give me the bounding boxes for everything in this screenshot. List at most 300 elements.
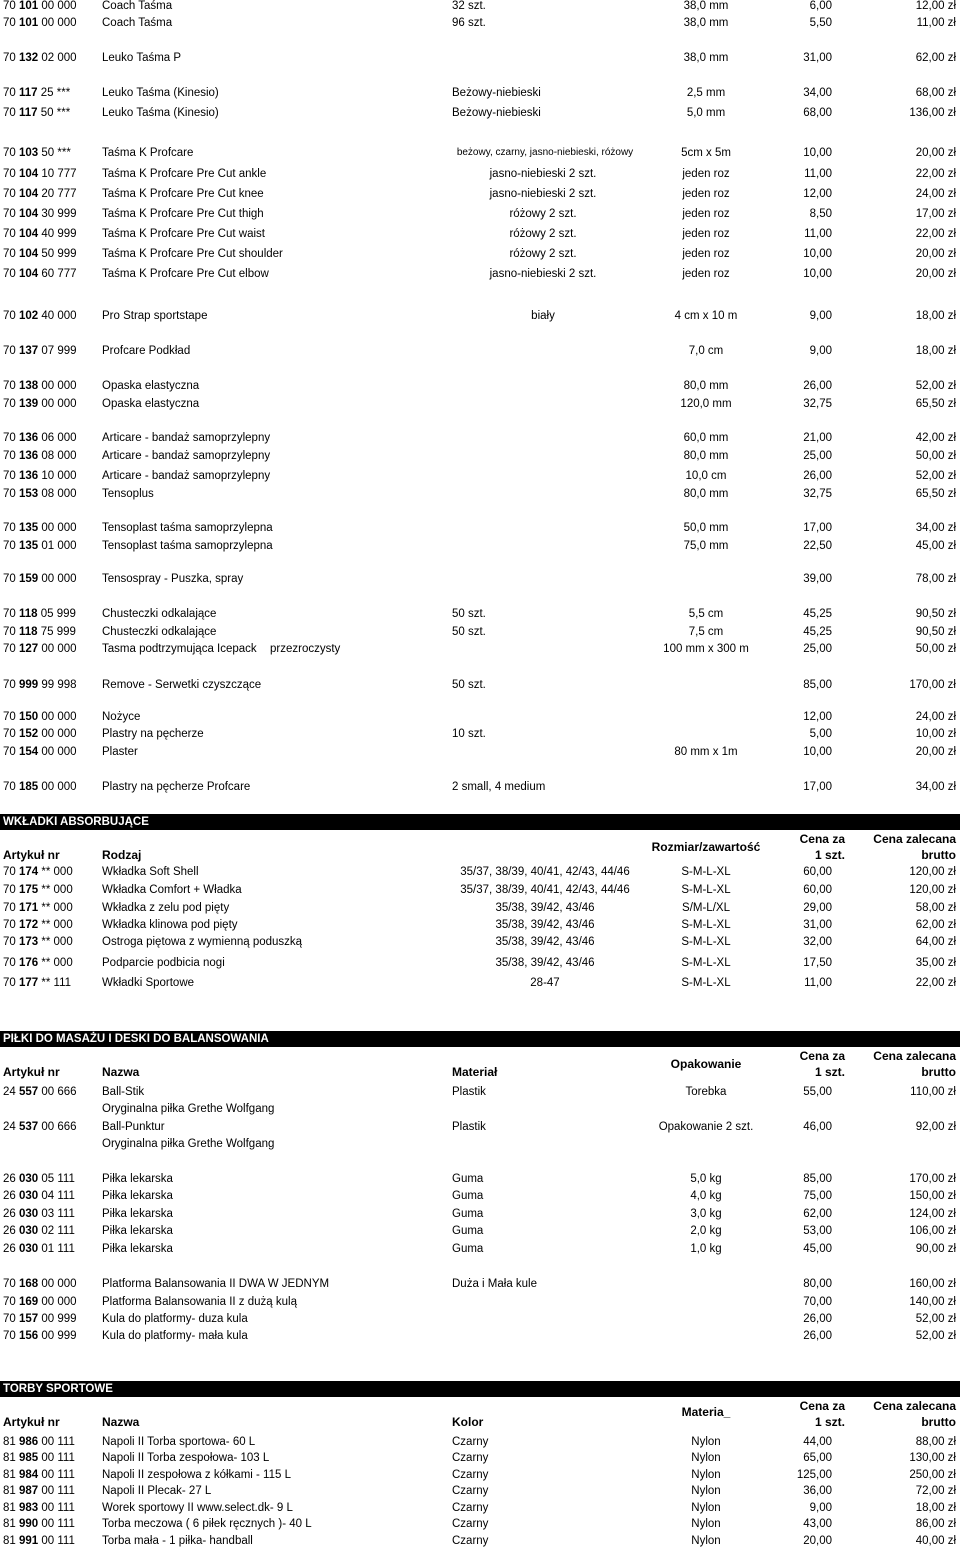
gross-price: 64,00 zł bbox=[915, 936, 956, 948]
article-number: 70 103 50 *** bbox=[3, 147, 71, 159]
product-name: Articare - bandaż samoprzylepny bbox=[102, 470, 271, 482]
product-name: Platforma Balansowania II DWA W JEDNYM bbox=[102, 1278, 330, 1290]
attribute: Guma bbox=[452, 1243, 484, 1255]
article-number-bold: 137 bbox=[19, 345, 39, 357]
article-number-bold: 118 bbox=[19, 626, 38, 638]
product-variant: przezroczysty bbox=[270, 643, 341, 655]
col-price-1: Cena za bbox=[799, 1049, 845, 1063]
gross-price: 170,00 zł bbox=[909, 679, 956, 691]
unit-price: 125,00 bbox=[796, 1469, 832, 1481]
size: 75,0 mm bbox=[683, 540, 729, 552]
gross-price: 52,00 zł bbox=[915, 380, 956, 392]
article-number-bold: 030 bbox=[19, 1190, 39, 1202]
article-number: 70 177 ** 111 bbox=[3, 977, 72, 989]
article-number: 70 104 20 777 bbox=[3, 188, 77, 200]
product-name: Tensoplus bbox=[102, 488, 154, 500]
col-name: Rodzaj bbox=[102, 848, 142, 862]
gross-price: 250,00 zł bbox=[909, 1469, 956, 1481]
size: S-M-L-XL bbox=[681, 936, 731, 948]
article-number-bold: 152 bbox=[19, 728, 39, 740]
article-number: 81 986 00 111 bbox=[3, 1436, 75, 1448]
gross-price: 20,00 zł bbox=[915, 268, 956, 280]
gross-price: 72,00 zł bbox=[915, 1485, 956, 1497]
unit-price: 29,00 bbox=[803, 902, 832, 914]
article-number-bold: 177 bbox=[19, 977, 39, 989]
unit-price: 75,00 bbox=[803, 1190, 832, 1202]
unit-price: 46,00 bbox=[803, 1121, 832, 1133]
article-number-bold: 999 bbox=[19, 679, 39, 691]
article-number: 70 157 00 999 bbox=[3, 1313, 77, 1325]
unit-price: 39,00 bbox=[803, 573, 832, 585]
col-price-1: Cena za bbox=[799, 832, 845, 846]
gross-price: 58,00 zł bbox=[915, 902, 956, 914]
gross-price: 52,00 zł bbox=[915, 1313, 956, 1325]
product-name: Taśma K Profcare Pre Cut waist bbox=[102, 228, 265, 240]
unit-price: 22,50 bbox=[803, 540, 832, 552]
col-price-2: 1 szt. bbox=[814, 1065, 845, 1079]
product-name: Kula do platformy- duza kula bbox=[102, 1313, 248, 1325]
section-title: PIŁKI DO MASAŻU I DESKI DO BALANSOWANIA bbox=[3, 1033, 269, 1045]
unit-price: 8,50 bbox=[809, 208, 832, 220]
article-number: 26 030 02 111 bbox=[3, 1225, 75, 1237]
unit-price: 12,00 bbox=[803, 711, 832, 723]
unit-price: 26,00 bbox=[803, 1330, 832, 1342]
attribute: 35/37, 38/39, 40/41, 42/43, 44/46 bbox=[460, 884, 630, 896]
size: Nylon bbox=[691, 1518, 721, 1530]
gross-price: 150,00 zł bbox=[909, 1190, 956, 1202]
gross-price: 11,00 zł bbox=[916, 17, 956, 29]
article-number: 70 154 00 000 bbox=[3, 746, 77, 758]
product-name: Wkładka z zelu pod pięty bbox=[102, 902, 230, 914]
product-name: Wkładka klinowa pod pięty bbox=[102, 919, 238, 931]
article-number-bold: 174 bbox=[19, 866, 39, 878]
article-number-bold: 030 bbox=[19, 1225, 39, 1237]
product-name: Opaska elastyczna bbox=[102, 380, 200, 392]
product-name: Tensoplast taśma samoprzylepna bbox=[102, 522, 273, 534]
size: 3,0 kg bbox=[690, 1208, 722, 1220]
attribute: 35/37, 38/39, 40/41, 42/43, 44/46 bbox=[460, 866, 630, 878]
attribute: Plastik bbox=[452, 1121, 486, 1133]
article-number: 81 991 00 111 bbox=[3, 1535, 75, 1547]
size: Nylon bbox=[691, 1469, 721, 1481]
unit-price: 60,00 bbox=[803, 884, 832, 896]
size: Nylon bbox=[691, 1485, 721, 1497]
unit-price: 68,00 bbox=[803, 107, 832, 119]
gross-price: 52,00 zł bbox=[915, 470, 956, 482]
attribute: 50 szt. bbox=[452, 679, 486, 691]
article-number: 70 135 00 000 bbox=[3, 522, 77, 534]
product-name: Napoli II Plecak- 27 L bbox=[102, 1485, 212, 1497]
product-name: Napoli II zespołowa z kółkami - 115 L bbox=[102, 1469, 291, 1481]
attribute: 32 szt. bbox=[452, 0, 486, 12]
product-name: Plastry na pęcherze Profcare bbox=[102, 781, 251, 793]
article-number: 26 030 05 111 bbox=[3, 1173, 75, 1185]
attribute: Beżowy-niebieski bbox=[452, 107, 541, 119]
product-name: Piłka lekarska bbox=[102, 1208, 173, 1220]
article-number: 70 169 00 000 bbox=[3, 1296, 77, 1308]
gross-price: 130,00 zł bbox=[909, 1452, 956, 1464]
attribute: jasno-niebieski 2 szt. bbox=[489, 268, 597, 280]
attribute: Czarny bbox=[452, 1518, 489, 1530]
product-name: Wkładki Sportowe bbox=[102, 977, 195, 989]
product-name: Kula do platformy- mała kula bbox=[102, 1330, 248, 1342]
unit-price: 26,00 bbox=[803, 470, 832, 482]
unit-price: 11,00 bbox=[804, 977, 832, 989]
article-number: 70 118 75 999 bbox=[3, 626, 76, 638]
article-number-bold: 030 bbox=[19, 1243, 39, 1255]
unit-price: 17,50 bbox=[803, 957, 832, 969]
article-number-bold: 101 bbox=[19, 0, 39, 12]
attribute: Czarny bbox=[452, 1485, 489, 1497]
gross-price: 40,00 zł bbox=[915, 1535, 956, 1547]
unit-price: 85,00 bbox=[803, 679, 832, 691]
unit-price: 26,00 bbox=[803, 380, 832, 392]
unit-price: 26,00 bbox=[803, 1313, 832, 1325]
unit-price: 6,00 bbox=[809, 0, 832, 12]
section-header bbox=[0, 814, 960, 830]
size: Nylon bbox=[691, 1436, 721, 1448]
article-number: 70 138 00 000 bbox=[3, 380, 77, 392]
size: 100 mm x 300 m bbox=[663, 643, 749, 655]
unit-price: 9,00 bbox=[809, 310, 832, 322]
article-number: 70 117 25 *** bbox=[3, 87, 71, 99]
article-number: 70 136 08 000 bbox=[3, 450, 77, 462]
size: 1,0 kg bbox=[690, 1243, 722, 1255]
col-4: Rozmiar/zawartość bbox=[651, 840, 761, 854]
unit-price: 53,00 bbox=[803, 1225, 832, 1237]
size: 4 cm x 10 m bbox=[674, 310, 738, 322]
size: 4,0 kg bbox=[690, 1190, 722, 1202]
unit-price: 43,00 bbox=[803, 1518, 832, 1530]
size: S-M-L-XL bbox=[681, 866, 731, 878]
gross-price: 124,00 zł bbox=[909, 1208, 956, 1220]
unit-price: 45,00 bbox=[803, 1243, 832, 1255]
product-name: Ostroga piętowa z wymienną poduszką bbox=[102, 936, 303, 948]
attribute: 35/38, 39/42, 43/46 bbox=[495, 957, 595, 969]
article-number-bold: 104 bbox=[19, 268, 39, 280]
article-number: 70 127 00 000 bbox=[3, 643, 77, 655]
col-gross-2: brutto bbox=[921, 1415, 956, 1429]
article-number: 70 153 08 000 bbox=[3, 488, 77, 500]
size: jeden roz bbox=[682, 268, 730, 280]
size: S-M-L-XL bbox=[681, 957, 731, 969]
product-name: Wkładka Comfort + Władka bbox=[102, 884, 242, 896]
unit-price: 45,25 bbox=[803, 626, 832, 638]
gross-price: 78,00 zł bbox=[915, 573, 956, 585]
attribute: Czarny bbox=[452, 1452, 489, 1464]
gross-price: 17,00 zł bbox=[915, 208, 956, 220]
unit-price: 10,00 bbox=[803, 147, 832, 159]
product-name: Torba mała - 1 piłka- handball bbox=[102, 1535, 253, 1547]
gross-price: 88,00 zł bbox=[915, 1436, 956, 1448]
unit-price: 44,00 bbox=[803, 1436, 832, 1448]
table-header bbox=[0, 1049, 960, 1083]
size: Nylon bbox=[691, 1502, 721, 1514]
size: jeden roz bbox=[682, 248, 730, 260]
gross-price: 50,00 zł bbox=[915, 450, 956, 462]
product-name: Tasma podtrzymująca Icepack bbox=[102, 643, 257, 655]
product-name: Pro Strap sportstape bbox=[102, 310, 208, 322]
size: jeden roz bbox=[682, 188, 730, 200]
article-number-bold: 136 bbox=[19, 432, 39, 444]
size: 80 mm x 1m bbox=[674, 746, 738, 758]
unit-price: 5,00 bbox=[809, 728, 832, 740]
attribute: 2 small, 4 medium bbox=[452, 781, 546, 793]
unit-price: 10,00 bbox=[803, 746, 832, 758]
article-number-bold: 136 bbox=[19, 450, 39, 462]
article-number: 70 136 06 000 bbox=[3, 432, 77, 444]
attribute: jasno-niebieski 2 szt. bbox=[489, 188, 597, 200]
product-name: Leuko Taśma (Kinesio) bbox=[102, 107, 219, 119]
product-name: Worek sportowy II www.select.dk- 9 L bbox=[102, 1502, 293, 1514]
attribute: 50 szt. bbox=[452, 626, 486, 638]
article-number-bold: 156 bbox=[19, 1330, 39, 1342]
article-number-bold: 169 bbox=[19, 1296, 39, 1308]
attribute: 35/38, 39/42, 43/46 bbox=[495, 936, 595, 948]
article-number: 70 137 07 999 bbox=[3, 345, 77, 357]
article-number: 70 136 10 000 bbox=[3, 470, 77, 482]
gross-price: 90,00 zł bbox=[915, 1243, 956, 1255]
article-number-bold: 132 bbox=[19, 52, 39, 64]
size: 7,0 cm bbox=[688, 345, 724, 357]
gross-price: 45,00 zł bbox=[915, 540, 956, 552]
gross-price: 106,00 zł bbox=[909, 1225, 956, 1237]
product-name: Coach Taśma bbox=[102, 0, 173, 12]
size: 120,0 mm bbox=[680, 398, 732, 410]
section-header bbox=[0, 1381, 960, 1397]
unit-price: 25,00 bbox=[803, 643, 832, 655]
gross-price: 24,00 zł bbox=[915, 711, 956, 723]
table-header bbox=[0, 1399, 960, 1433]
article-number: 26 030 04 111 bbox=[3, 1190, 75, 1202]
article-number-bold: 168 bbox=[19, 1278, 39, 1290]
product-name: Platforma Balansowania II z dużą kulą bbox=[102, 1296, 297, 1308]
product-name: Tensoplast taśma samoprzylepna bbox=[102, 540, 273, 552]
gross-price: 140,00 zł bbox=[909, 1296, 956, 1308]
size: Opakowanie 2 szt. bbox=[658, 1121, 754, 1133]
article-number: 70 176 ** 000 bbox=[3, 957, 73, 969]
article-number-bold: 185 bbox=[19, 781, 39, 793]
unit-price: 21,00 bbox=[803, 432, 832, 444]
article-number-bold: 030 bbox=[19, 1173, 39, 1185]
attribute: beżowy, czarny, jasno-niebieski, różowy bbox=[456, 147, 634, 158]
unit-price: 85,00 bbox=[803, 1173, 832, 1185]
article-number-bold: 150 bbox=[19, 711, 39, 723]
size: jeden roz bbox=[682, 228, 730, 240]
attribute: Czarny bbox=[452, 1469, 489, 1481]
unit-price: 62,00 bbox=[803, 1208, 832, 1220]
article-number: 70 101 00 000 bbox=[3, 17, 77, 29]
article-number: 70 171 ** 000 bbox=[3, 902, 73, 914]
gross-price: 34,00 zł bbox=[915, 781, 956, 793]
gross-price: 90,50 zł bbox=[915, 608, 956, 620]
article-number: 70 173 ** 000 bbox=[3, 936, 73, 948]
product-name: Plaster bbox=[102, 746, 138, 758]
col-3: Materiał bbox=[452, 1065, 498, 1079]
unit-price: 17,00 bbox=[803, 781, 832, 793]
size: 2,0 kg bbox=[690, 1225, 722, 1237]
gross-price: 22,00 zł bbox=[915, 168, 956, 180]
col-gross-1: Cena zalecana bbox=[873, 832, 956, 846]
gross-price: 90,50 zł bbox=[915, 626, 956, 638]
article-number-bold: 990 bbox=[19, 1518, 39, 1530]
article-number-bold: 104 bbox=[19, 228, 39, 240]
article-number-bold: 030 bbox=[19, 1208, 39, 1220]
article-number: 24 537 00 666 bbox=[3, 1121, 77, 1133]
size: 5,5 cm bbox=[688, 608, 724, 620]
product-name: Nożyce bbox=[102, 711, 141, 723]
col-article: Artykuł nr bbox=[3, 1065, 60, 1079]
article-number: 70 175 ** 000 bbox=[3, 884, 73, 896]
attribute: Duża i Mała kule bbox=[452, 1278, 538, 1290]
size: Torebka bbox=[685, 1086, 727, 1098]
article-number-bold: 153 bbox=[19, 488, 39, 500]
product-name: Articare - bandaż samoprzylepny bbox=[102, 450, 271, 462]
product-name: Taśma K Profcare Pre Cut elbow bbox=[102, 268, 269, 280]
article-number-bold: 537 bbox=[19, 1121, 39, 1133]
article-number-bold: 103 bbox=[19, 147, 39, 159]
gross-price: 52,00 zł bbox=[915, 1330, 956, 1342]
size: 60,0 mm bbox=[683, 432, 729, 444]
col-name: Nazwa bbox=[102, 1415, 140, 1429]
col-4: Opakowanie bbox=[670, 1057, 742, 1071]
unit-price: 11,00 bbox=[804, 228, 832, 240]
col-article: Artykuł nr bbox=[3, 848, 60, 862]
article-number-bold: 118 bbox=[19, 608, 38, 620]
product-name: Oryginalna piłka Grethe Wolfgang bbox=[102, 1138, 275, 1150]
product-name: Taśma K Profcare Pre Cut knee bbox=[102, 188, 264, 200]
size: jeden roz bbox=[682, 208, 730, 220]
article-number-bold: 173 bbox=[19, 936, 39, 948]
article-number: 81 983 00 111 bbox=[3, 1502, 75, 1514]
unit-price: 32,00 bbox=[803, 936, 832, 948]
product-name: Taśma K Profcare bbox=[102, 147, 194, 159]
article-number-bold: 991 bbox=[19, 1535, 39, 1547]
article-number-bold: 127 bbox=[19, 643, 39, 655]
article-number: 70 999 99 998 bbox=[3, 679, 77, 691]
article-number: 70 104 40 999 bbox=[3, 228, 77, 240]
gross-price: 120,00 zł bbox=[909, 866, 956, 878]
col-gross-2: brutto bbox=[921, 848, 956, 862]
gross-price: 86,00 zł bbox=[915, 1518, 956, 1530]
col-price-2: 1 szt. bbox=[814, 1415, 845, 1429]
product-name: Leuko Taśma P bbox=[102, 52, 182, 64]
size: 5,0 mm bbox=[686, 107, 726, 119]
attribute: Czarny bbox=[452, 1535, 489, 1547]
article-number: 70 152 00 000 bbox=[3, 728, 77, 740]
product-name: Piłka lekarska bbox=[102, 1173, 173, 1185]
article-number-bold: 102 bbox=[19, 310, 39, 322]
unit-price: 5,50 bbox=[809, 17, 832, 29]
size: 38,0 mm bbox=[683, 17, 729, 29]
attribute: Czarny bbox=[452, 1502, 489, 1514]
article-number: 70 150 00 000 bbox=[3, 711, 77, 723]
unit-price: 9,00 bbox=[809, 345, 832, 357]
article-number-bold: 983 bbox=[19, 1502, 39, 1514]
article-number: 70 156 00 999 bbox=[3, 1330, 77, 1342]
unit-price: 60,00 bbox=[803, 866, 832, 878]
unit-price: 32,75 bbox=[803, 398, 832, 410]
gross-price: 136,00 zł bbox=[909, 107, 956, 119]
size: Nylon bbox=[691, 1535, 721, 1547]
gross-price: 20,00 zł bbox=[915, 147, 956, 159]
article-number: 70 174 ** 000 bbox=[3, 866, 73, 878]
gross-price: 34,00 zł bbox=[915, 522, 956, 534]
article-number: 24 557 00 666 bbox=[3, 1086, 77, 1098]
col-price-1: Cena za bbox=[799, 1399, 845, 1413]
product-name: Oryginalna piłka Grethe Wolfgang bbox=[102, 1103, 275, 1115]
size: 80,0 mm bbox=[683, 380, 729, 392]
article-number-bold: 986 bbox=[19, 1436, 39, 1448]
section-header bbox=[0, 1031, 960, 1047]
product-name: Piłka lekarska bbox=[102, 1190, 173, 1202]
article-number-bold: 135 bbox=[19, 540, 39, 552]
col-price-2: 1 szt. bbox=[814, 848, 845, 862]
unit-price: 12,00 bbox=[803, 188, 832, 200]
size: S-M-L-XL bbox=[681, 884, 731, 896]
attribute: Guma bbox=[452, 1173, 484, 1185]
article-number-bold: 172 bbox=[19, 919, 39, 931]
gross-price: 68,00 zł bbox=[915, 87, 956, 99]
gross-price: 120,00 zł bbox=[909, 884, 956, 896]
article-number-bold: 136 bbox=[19, 470, 39, 482]
attribute: 28-47 bbox=[530, 977, 560, 989]
gross-price: 62,00 zł bbox=[915, 919, 956, 931]
size: 10,0 cm bbox=[685, 470, 727, 482]
article-number: 70 102 40 000 bbox=[3, 310, 77, 322]
size: 38,0 mm bbox=[683, 52, 729, 64]
unit-price: 11,00 bbox=[804, 168, 832, 180]
article-number: 81 984 00 111 bbox=[3, 1469, 75, 1481]
article-number: 70 104 60 777 bbox=[3, 268, 77, 280]
table-header bbox=[0, 832, 960, 866]
gross-price: 20,00 zł bbox=[915, 248, 956, 260]
article-number: 81 990 00 111 bbox=[3, 1518, 75, 1530]
unit-price: 31,00 bbox=[803, 919, 832, 931]
attribute: Czarny bbox=[452, 1436, 489, 1448]
size: S-M-L-XL bbox=[681, 977, 731, 989]
product-name: Torba meczowa ( 6 piłek ręcznych )- 40 L bbox=[102, 1518, 312, 1530]
article-number: 70 104 10 777 bbox=[3, 168, 77, 180]
product-name: Ball-Punktur bbox=[102, 1121, 165, 1133]
article-number: 81 985 00 111 bbox=[3, 1452, 75, 1464]
product-name: Articare - bandaż samoprzylepny bbox=[102, 432, 271, 444]
gross-price: 20,00 zł bbox=[915, 746, 956, 758]
unit-price: 17,00 bbox=[803, 522, 832, 534]
article-number-bold: 139 bbox=[19, 398, 39, 410]
article-number-bold: 101 bbox=[19, 17, 39, 29]
unit-price: 70,00 bbox=[803, 1296, 832, 1308]
article-number-bold: 984 bbox=[19, 1469, 39, 1481]
unit-price: 31,00 bbox=[803, 52, 832, 64]
article-number: 70 104 30 999 bbox=[3, 208, 77, 220]
article-number: 70 118 05 999 bbox=[3, 608, 76, 620]
gross-price: 18,00 zł bbox=[915, 1502, 956, 1514]
article-number-bold: 104 bbox=[19, 168, 39, 180]
gross-price: 18,00 zł bbox=[915, 310, 956, 322]
article-number-bold: 157 bbox=[19, 1313, 39, 1325]
attribute: Beżowy-niebieski bbox=[452, 87, 541, 99]
size: 80,0 mm bbox=[683, 450, 729, 462]
product-name: Leuko Taśma (Kinesio) bbox=[102, 87, 219, 99]
attribute: 35/38, 39/42, 43/46 bbox=[495, 919, 595, 931]
article-number: 70 168 00 000 bbox=[3, 1278, 77, 1290]
col-4: Materia_ bbox=[681, 1405, 731, 1419]
attribute: różowy 2 szt. bbox=[509, 248, 577, 260]
article-number: 70 101 00 000 bbox=[3, 0, 77, 12]
article-number: 70 132 02 000 bbox=[3, 52, 77, 64]
unit-price: 32,75 bbox=[803, 488, 832, 500]
